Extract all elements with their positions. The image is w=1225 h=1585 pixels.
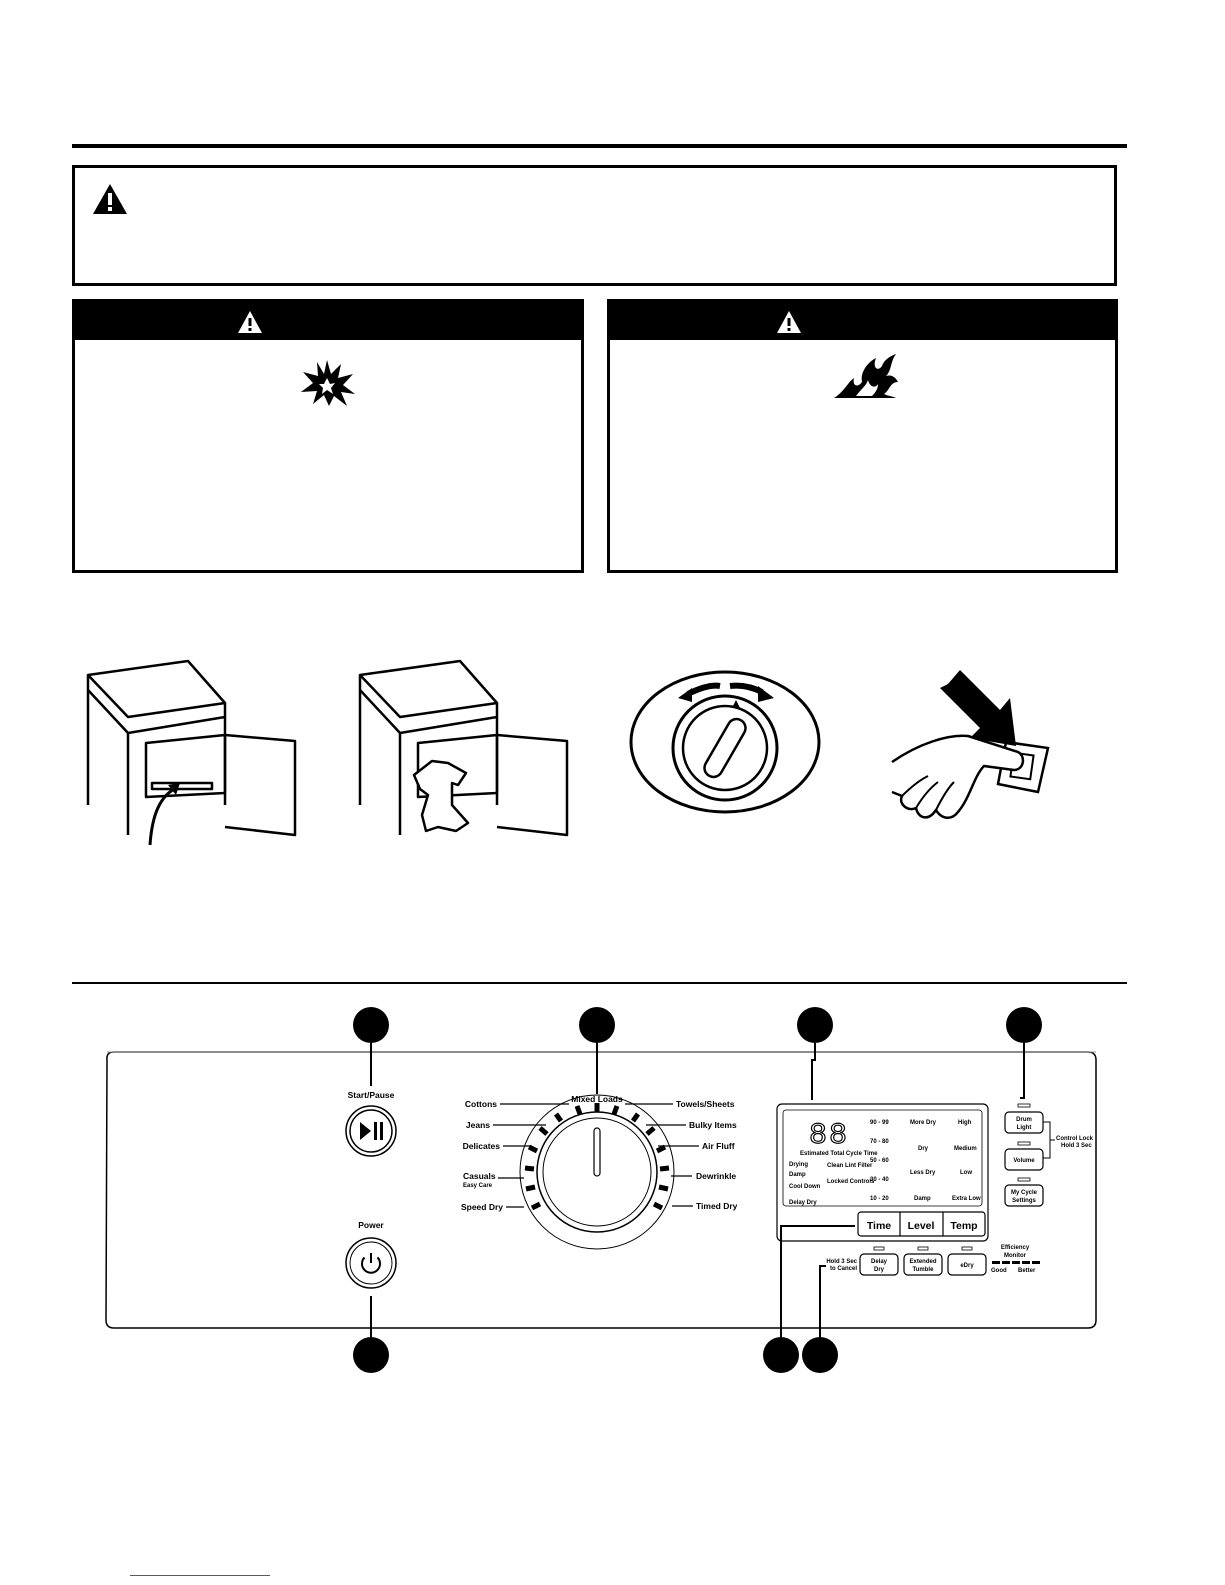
cycle-dial-illustration xyxy=(628,670,823,815)
temp-value: High xyxy=(958,1120,972,1126)
level-value: Damp xyxy=(914,1196,931,1202)
time-button-label: Time xyxy=(866,1220,892,1232)
extended-tumble-button[interactable] xyxy=(904,1247,942,1275)
safety-message-box xyxy=(72,165,1117,286)
warning-triangle-icon xyxy=(776,310,802,334)
cycle-air-fluff: Air Fluff xyxy=(702,1141,735,1151)
status-delay-dry: Delay Dry xyxy=(789,1200,817,1206)
efficiency-better: Better xyxy=(1018,1268,1036,1274)
efficiency-label: Efficiency xyxy=(1000,1245,1030,1251)
cycle-bulky-items: Bulky Items xyxy=(689,1120,737,1130)
callout-marker xyxy=(353,1337,389,1373)
cycle-cottons: Cottons xyxy=(464,1099,497,1109)
cycle-towels-sheets: Towels/Sheets xyxy=(676,1099,735,1109)
hold-cancel-label-2: to Cancel xyxy=(829,1266,857,1272)
callout-marker xyxy=(763,1337,799,1373)
time-value: 30 - 40 xyxy=(870,1177,889,1183)
power-button[interactable] xyxy=(346,1238,396,1288)
time-value: 90 - 99 xyxy=(870,1120,889,1126)
callout-marker xyxy=(797,1007,833,1043)
drum-light-label-2: Light xyxy=(1016,1125,1032,1131)
callout-marker xyxy=(579,1007,615,1043)
edry-button[interactable] xyxy=(948,1247,986,1275)
level-button-label: Level xyxy=(907,1220,935,1232)
power-label: Power xyxy=(358,1220,384,1230)
temp-value: Extra Low xyxy=(952,1196,981,1202)
my-cycle-settings-button[interactable] xyxy=(1005,1178,1043,1206)
time-value: 70 - 80 xyxy=(870,1139,889,1145)
arrow-icon xyxy=(940,670,1016,746)
control-lock-sub: Hold 3 Sec xyxy=(1061,1143,1092,1149)
cycle-casuals: Casuals xyxy=(463,1171,496,1181)
status-drying: Drying xyxy=(789,1162,809,1168)
volume-label: Volume xyxy=(1013,1158,1035,1164)
start-pause-button[interactable] xyxy=(346,1106,396,1156)
temp-value: Low xyxy=(960,1170,972,1176)
cycle-timed-dry: Timed Dry xyxy=(696,1201,738,1211)
delay-dry-button[interactable] xyxy=(860,1247,898,1275)
warning-box-fire xyxy=(607,299,1118,573)
efficiency-label-2: Monitor xyxy=(1004,1253,1026,1259)
efficiency-good: Good xyxy=(991,1268,1007,1274)
warning-triangle-icon xyxy=(91,182,129,216)
time-value: 10 - 20 xyxy=(870,1196,889,1202)
delay-dry-label: Delay xyxy=(870,1259,888,1265)
status-damp: Damp xyxy=(789,1172,806,1178)
volume-button[interactable] xyxy=(1005,1142,1043,1170)
dryer-lint-filter-illustration xyxy=(80,655,305,850)
level-value: Dry xyxy=(918,1146,929,1152)
hold-cancel-label: Hold 3 Sec xyxy=(826,1259,857,1265)
callout-marker xyxy=(802,1337,838,1373)
time-value: 50 - 60 xyxy=(870,1158,889,1164)
cycle-dewrinkle: Dewrinkle xyxy=(696,1171,737,1181)
section-rule xyxy=(72,982,1127,984)
warning-header xyxy=(75,302,581,340)
status-locked-controls: Locked Controls xyxy=(827,1179,875,1185)
temp-button-label: Temp xyxy=(950,1220,978,1232)
delay-dry-label-2: Dry xyxy=(873,1267,885,1273)
warning-box-explosion xyxy=(72,299,584,573)
level-value: Less Dry xyxy=(910,1170,936,1176)
explosion-icon xyxy=(297,358,357,408)
callout-marker xyxy=(1006,1007,1042,1043)
cycle-casuals-sub: Easy Care xyxy=(463,1183,493,1189)
cycle-jeans: Jeans xyxy=(465,1120,490,1130)
cycle-speed-dry: Speed Dry xyxy=(460,1202,503,1212)
level-value: More Dry xyxy=(910,1120,937,1126)
control-lock-label: Control Lock xyxy=(1056,1136,1093,1142)
cycle-knob[interactable] xyxy=(520,1095,674,1249)
footer-link-underline[interactable] xyxy=(130,1575,270,1576)
my-cycle-label-2: Settings xyxy=(1012,1198,1036,1204)
drum-light-button[interactable] xyxy=(1005,1104,1043,1133)
start-pause-label: Start/Pause xyxy=(347,1090,395,1100)
warning-header xyxy=(610,302,1115,340)
fire-icon xyxy=(832,352,902,400)
my-cycle-label: My Cycle xyxy=(1010,1190,1038,1196)
top-rule xyxy=(72,144,1127,148)
drum-light-label: Drum xyxy=(1016,1117,1032,1123)
efficiency-bar xyxy=(992,1261,1040,1264)
est-time-label: Estimated Total Cycle Time xyxy=(800,1151,878,1157)
edry-label: eDry xyxy=(960,1263,974,1269)
callout-marker xyxy=(353,1007,389,1043)
warning-triangle-icon xyxy=(237,310,263,334)
temp-value: Medium xyxy=(954,1146,977,1152)
extended-tumble-label: Extended xyxy=(909,1259,937,1265)
press-button-illustration xyxy=(888,670,1058,840)
control-panel-diagram xyxy=(0,990,1225,1390)
status-cool-down: Cool Down xyxy=(789,1184,821,1190)
display-digits: 88 xyxy=(809,1119,850,1153)
extended-tumble-label-2: Tumble xyxy=(912,1267,934,1273)
level-button[interactable] xyxy=(908,1220,935,1232)
cycle-mixed-loads: Mixed Loads xyxy=(571,1094,623,1104)
status-clean-lint-filter: Clean Lint Filter xyxy=(827,1163,873,1169)
temp-button[interactable] xyxy=(950,1220,977,1232)
dryer-load-clothes-illustration xyxy=(352,655,577,850)
cycle-delicates: Delicates xyxy=(462,1141,500,1151)
